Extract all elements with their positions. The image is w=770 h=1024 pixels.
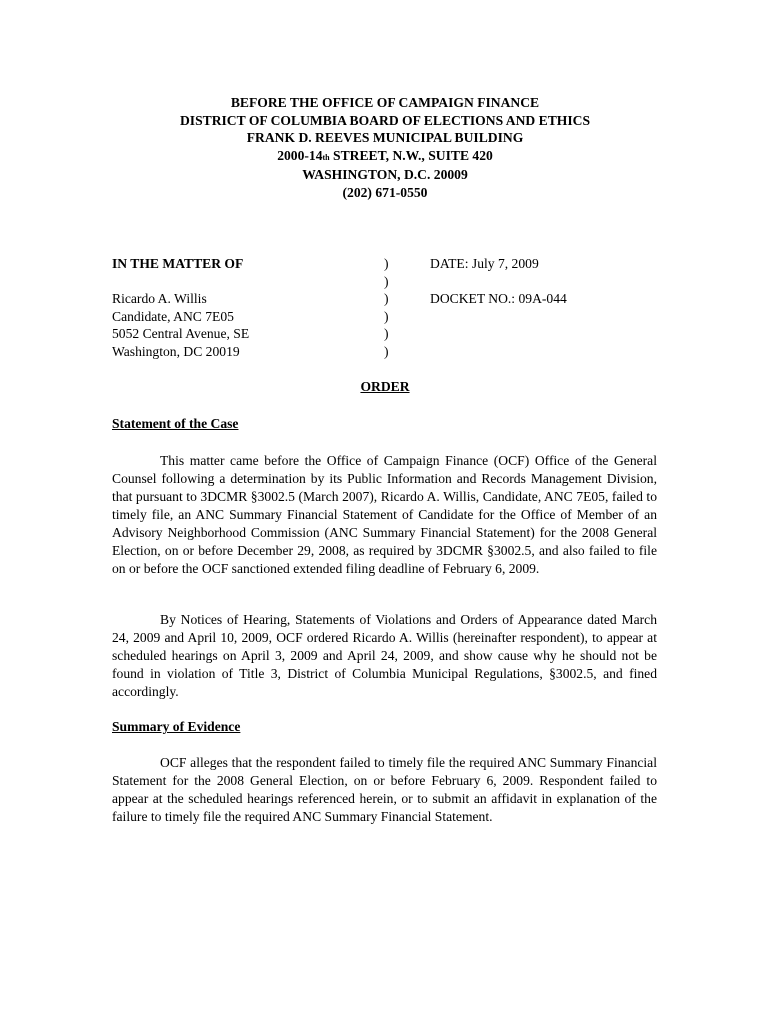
paren: ): [384, 343, 389, 359]
header-line-office: BEFORE THE OFFICE OF CAMPAIGN FINANCE: [230, 95, 540, 110]
order-date: DATE: July 7, 2009: [430, 256, 539, 271]
header-line-city: WASHINGTON, D.C. 20009: [302, 167, 468, 182]
respondent-title: Candidate, ANC 7E05: [112, 308, 234, 324]
respondent-address-street: 5052 Central Avenue, SE: [112, 326, 250, 341]
respondent-name: Ricardo A. Willis: [112, 291, 207, 306]
caption-spacer: [112, 273, 372, 291]
order-title: ORDER: [360, 379, 410, 394]
evidence-paragraph-1: OCF alleges that the respondent failed to timely file the required ANC Summary Financial Statement for the 2008 General Election, on or before February 6, 2009. Respondent failed to appear at the scheduled hearings referenced herein, or to submit an affidavit in explanation of the failure to timely file the required ANC Summary Financial Statement.: [112, 755, 657, 824]
header-line-phone: (202) 671-0550: [342, 184, 428, 200]
statement-of-case-heading: Statement of the Case: [112, 416, 239, 431]
header-line-board: DISTRICT OF COLUMBIA BOARD OF ELECTIONS AND ETHICS: [179, 112, 591, 128]
docket-number: DOCKET NO.: 09A-044: [430, 291, 567, 306]
paren: ): [384, 308, 389, 324]
statement-paragraph-1: This matter came before the Office of Campaign Finance (OCF) Office of the General Counsel following a determination by its Public Information and Records Management Division, that pursuant to 3DCMR §3002.5 (March 2007), Ricardo A. Willis, Candidate, ANC 7E05, failed to timely file, an ANC Summary Financial Statement of Candidate for the Office of Member of an Advisory Neighborhood Commission (ANC Summary Financial Statement) for the 2008 General Election, on or before December 29, 2008, as required by 3DCMR §3002.5, and also failed to file on or before the OCF sanctioned extended filing deadline of February 6, 2009.: [112, 453, 657, 576]
statement-paragraph-2: By Notices of Hearing, Statements of Violations and Orders of Appearance dated March 24, 2009 and April 10, 2009, OCF ordered Ricardo A. Willis (hereinafter respondent), to appear at scheduled hearings on April 3, 2009 and April 24, 2009, and show cause why he should not be found in violation of Title 3, District of Columbia Municipal Regulations, §3002.5, and fined accordingly.: [112, 612, 657, 699]
header-line-street: [0, 147, 770, 167]
paren: ): [384, 256, 389, 271]
caption-spacer: [430, 273, 690, 291]
in-the-matter-of: IN THE MATTER OF: [112, 256, 244, 271]
paren: ): [384, 326, 389, 341]
respondent-address-city: Washington, DC 20019: [112, 343, 240, 359]
street-ordinal-suffix: th: [322, 152, 330, 162]
street-number: 2000-14: [277, 147, 323, 163]
paren: ): [384, 291, 389, 306]
caption-case-info: [430, 255, 690, 308]
agency-header: [0, 94, 770, 201]
street-rest: STREET, N.W., SUITE 420: [329, 147, 493, 163]
caption-parties: [112, 255, 372, 360]
caption-parentheses: [384, 255, 394, 360]
paren: ): [384, 273, 389, 289]
header-line-building: FRANK D. REEVES MUNICIPAL BUILDING: [246, 130, 524, 145]
summary-of-evidence-heading: Summary of Evidence: [112, 719, 241, 734]
